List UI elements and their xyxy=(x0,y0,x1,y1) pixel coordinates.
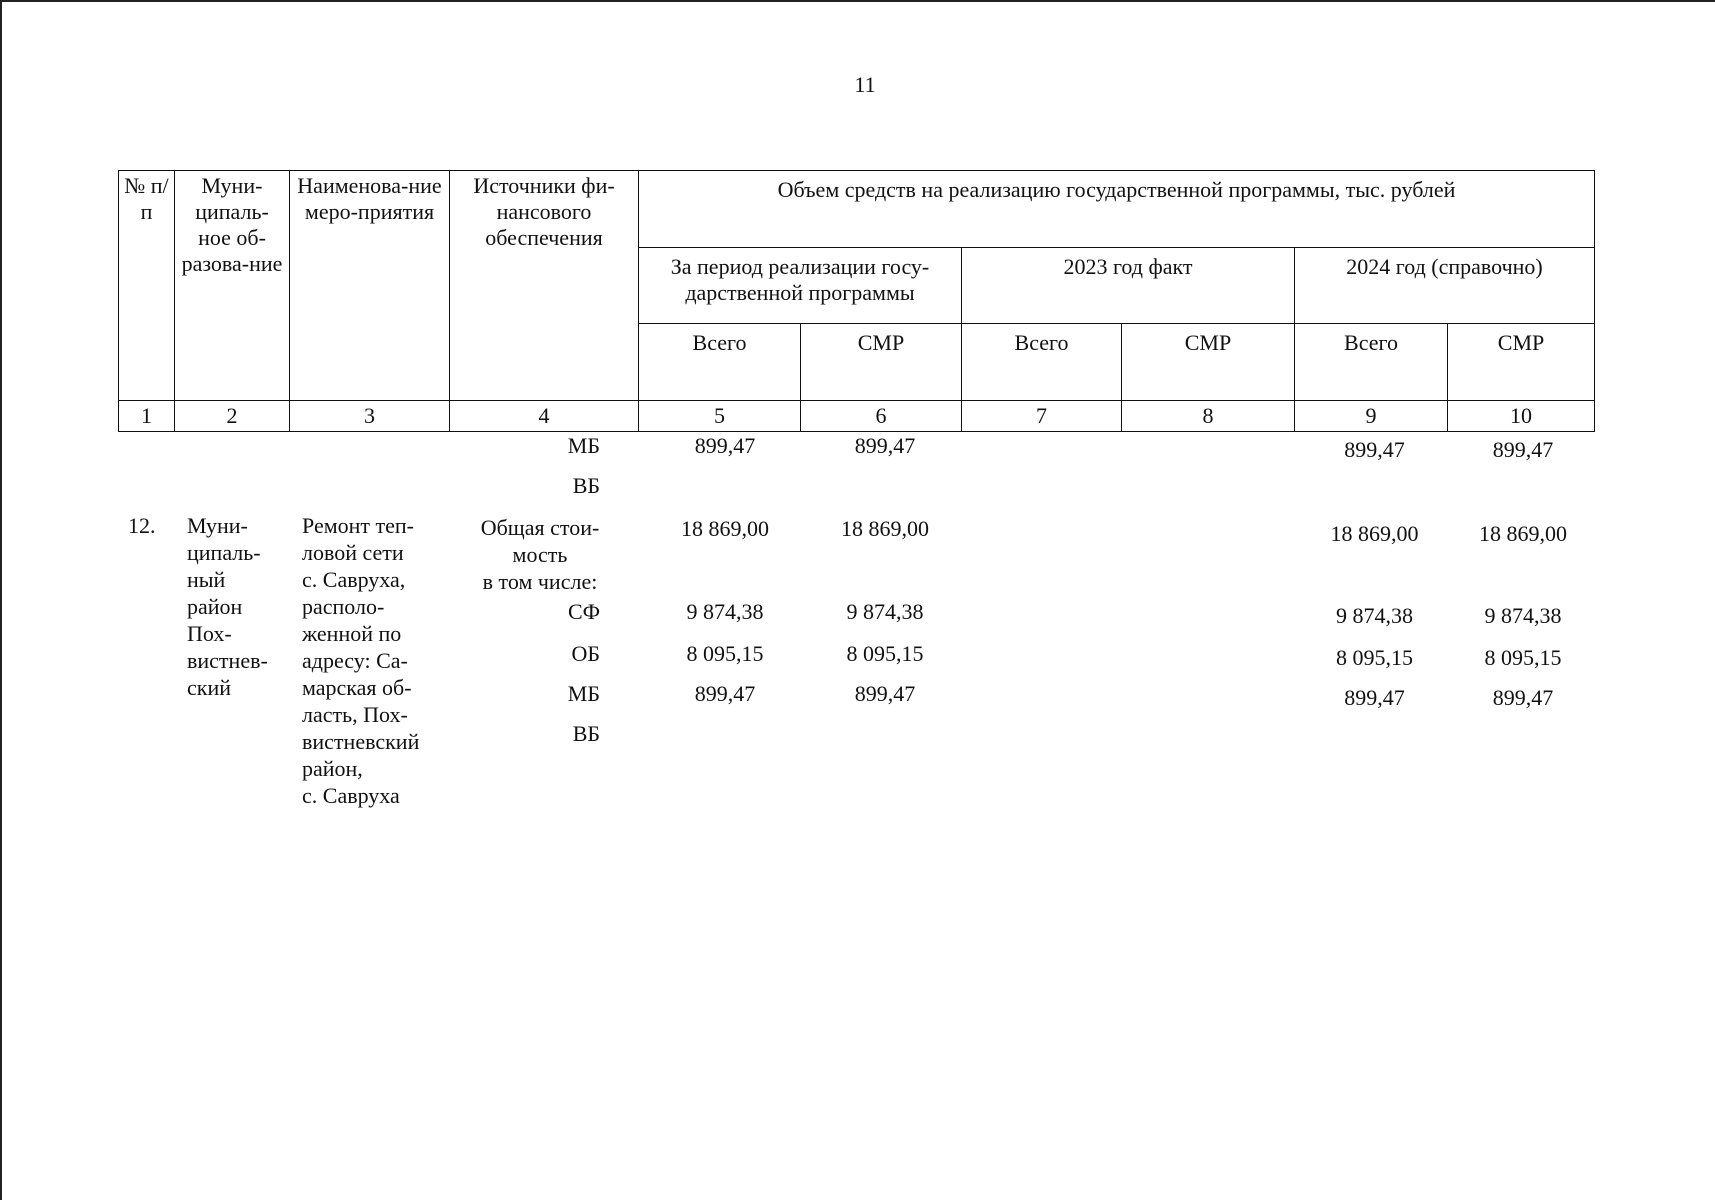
header-total-2024: Всего xyxy=(1295,324,1448,401)
column-number: 5 xyxy=(639,401,801,432)
source-label: МБ xyxy=(567,681,600,706)
text-line: мость xyxy=(512,542,568,567)
text-line: марская об- xyxy=(302,675,412,700)
value-cell: 899,47 xyxy=(854,681,916,706)
text-line: в том числе: xyxy=(482,569,598,594)
text-line: Пох- xyxy=(187,621,232,646)
text-line: с. Савруха, xyxy=(302,567,406,592)
page-border-left xyxy=(0,0,2,1200)
text-line: Общая стои- xyxy=(480,515,600,540)
text-line: ципаль- xyxy=(187,540,261,565)
column-number: 10 xyxy=(1448,401,1595,432)
header-municipality: Муни-ципаль-ное об-разова-ние xyxy=(175,171,290,401)
text-line: район, xyxy=(302,756,363,781)
value-cell: 18 869,00 xyxy=(1479,521,1567,546)
column-number: 7 xyxy=(962,401,1122,432)
value-cell: 9 874,38 xyxy=(686,599,764,624)
value-cell: 899,47 xyxy=(1492,437,1554,462)
text-line: вистневский xyxy=(302,729,420,754)
value-cell: 9 874,38 xyxy=(846,599,924,624)
source-label: СФ xyxy=(567,599,600,624)
text-line: ный xyxy=(187,567,226,592)
text-line: с. Савруха xyxy=(302,783,400,808)
text-line: вистнев- xyxy=(187,648,268,673)
source-label: МБ xyxy=(567,433,600,458)
text-line: ласть, Пох- xyxy=(302,702,408,727)
text-line: располо- xyxy=(302,594,385,619)
text-line: женной по xyxy=(302,621,402,646)
text-line: ский xyxy=(187,675,231,700)
column-number: 9 xyxy=(1295,401,1448,432)
header-activity: Наименова-ние меро-приятия xyxy=(290,171,450,401)
source-label: ВБ xyxy=(572,473,600,498)
header-sources: Источники фи-нансового обеспечения xyxy=(450,171,639,401)
header-total-2023: Всего xyxy=(962,324,1122,401)
header-smr-period: СМР xyxy=(801,324,962,401)
header-volume: Объем средств на реализацию государственной программы, тыс. рублей xyxy=(639,171,1595,248)
value-cell: 18 869,00 xyxy=(1330,521,1419,546)
column-number: 2 xyxy=(175,401,290,432)
value-cell: 18 869,00 xyxy=(841,516,929,541)
text-line: адресу: Са- xyxy=(302,648,408,673)
row-number: 12. xyxy=(128,513,156,538)
value-cell: 899,47 xyxy=(694,681,756,706)
header-period: За период реализации госу-дарственной программы xyxy=(639,247,962,324)
column-number: 8 xyxy=(1122,401,1295,432)
value-cell: 899,47 xyxy=(694,433,756,458)
value-cell: 899,47 xyxy=(1344,437,1405,462)
header-2023: 2023 год факт xyxy=(962,247,1295,324)
column-number: 6 xyxy=(801,401,962,432)
value-cell: 18 869,00 xyxy=(681,516,769,541)
value-cell: 9 874,38 xyxy=(1484,603,1562,628)
value-cell: 8 095,15 xyxy=(686,641,764,666)
column-number: 3 xyxy=(290,401,450,432)
municipality-cell xyxy=(187,512,287,701)
column-number: 1 xyxy=(119,401,175,432)
value-cell: 899,47 xyxy=(1344,685,1405,710)
header-2024: 2024 год (справочно) xyxy=(1295,247,1595,324)
page-border-top xyxy=(0,0,1715,2)
page-number: 11 xyxy=(854,72,876,97)
value-cell: 8 095,15 xyxy=(1336,645,1413,670)
column-number: 4 xyxy=(450,401,639,432)
text-line: Муни- xyxy=(187,513,248,538)
header-num: № п/п xyxy=(119,171,175,401)
header-smr-2024: СМР xyxy=(1448,324,1595,401)
source-label: ВБ xyxy=(572,721,600,746)
value-cell: 8 095,15 xyxy=(846,641,924,666)
total-cost-label xyxy=(470,514,610,595)
value-cell: 899,47 xyxy=(1492,685,1554,710)
source-label: ОБ xyxy=(571,641,600,666)
text-line: Ремонт теп- xyxy=(302,513,414,538)
header-smr-2023: СМР xyxy=(1122,324,1295,401)
text-line: ловой сети xyxy=(302,540,404,565)
header-table xyxy=(118,170,1595,432)
text-line: район xyxy=(187,594,243,619)
value-cell: 899,47 xyxy=(854,433,916,458)
value-cell: 9 874,38 xyxy=(1336,603,1413,628)
value-cell: 8 095,15 xyxy=(1484,645,1562,670)
header-total-period: Всего xyxy=(639,324,801,401)
